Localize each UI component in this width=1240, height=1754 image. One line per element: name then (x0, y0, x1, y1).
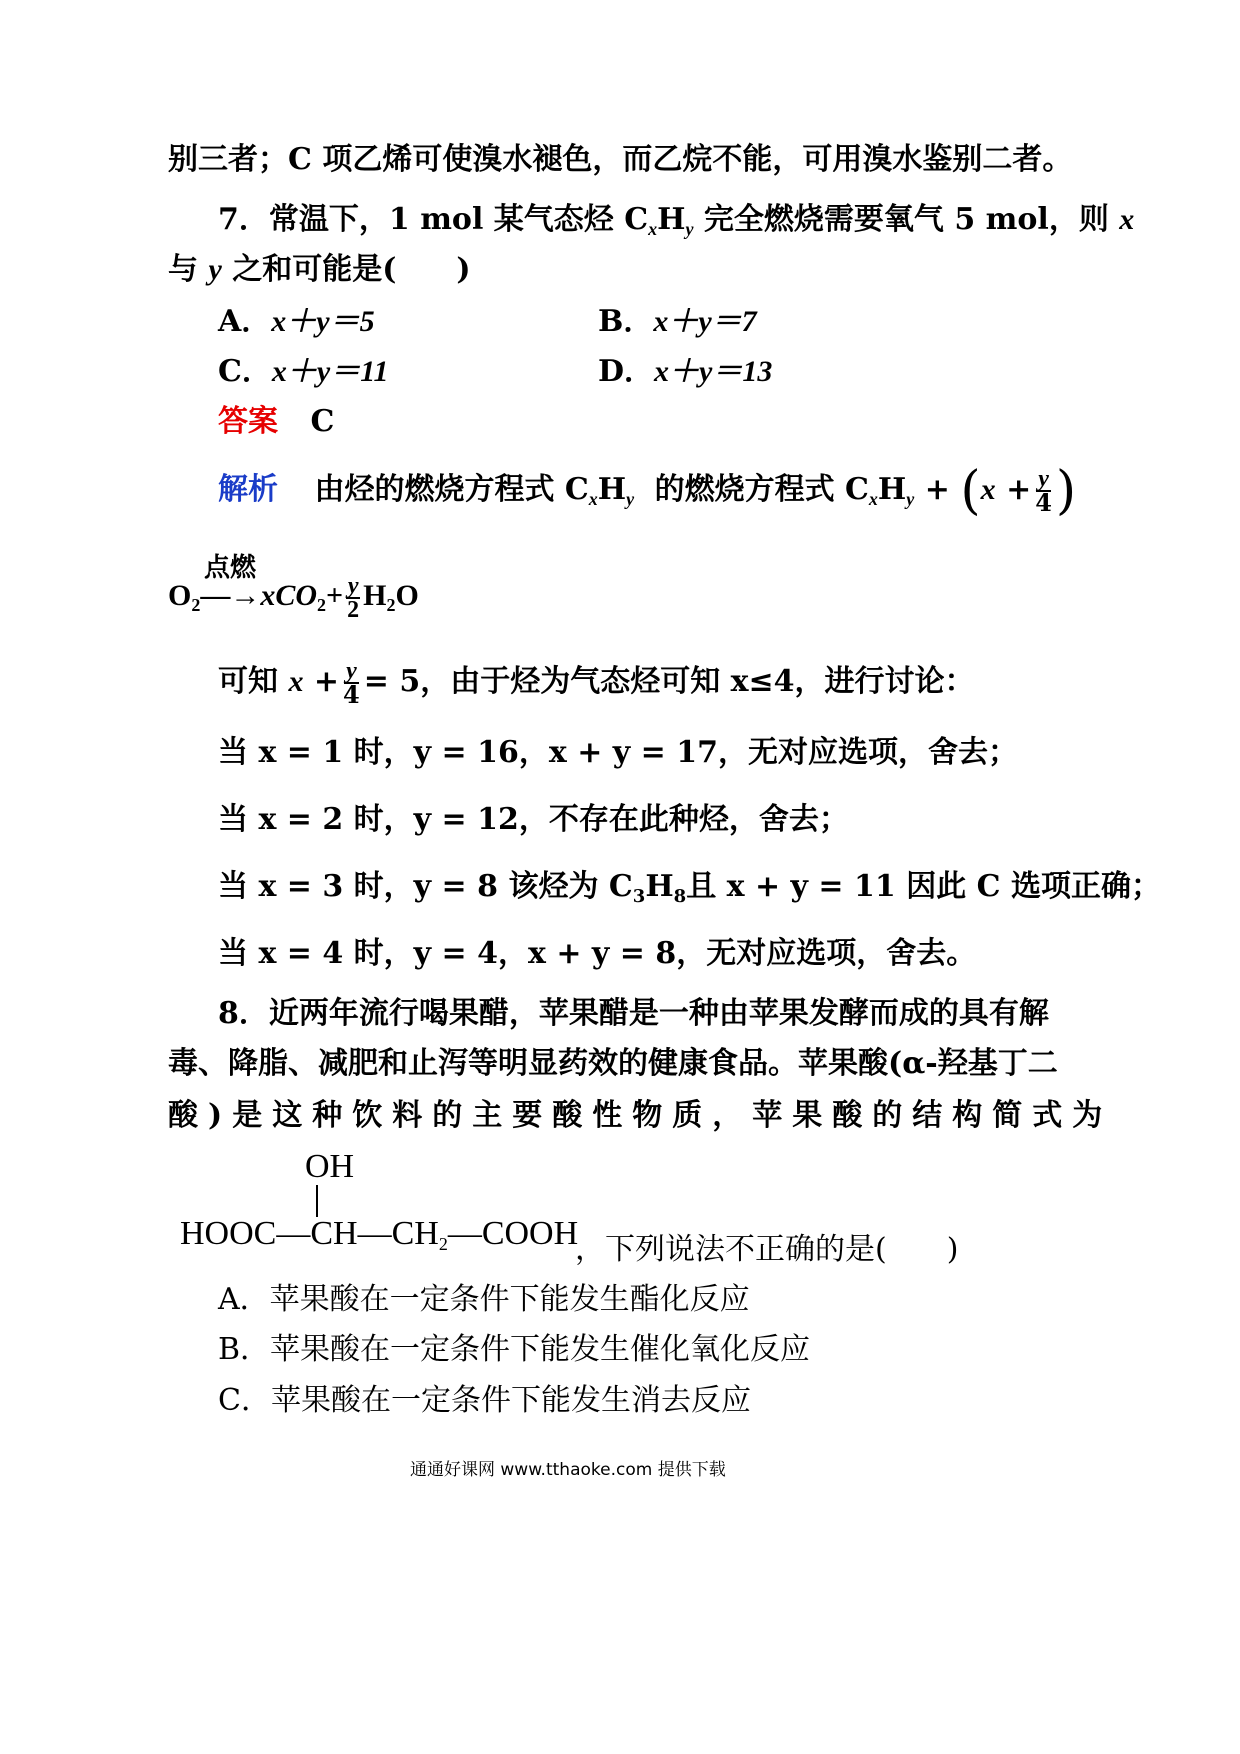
text-line: 别三者；C 项乙烯可使溴水褪色，而乙烷不能，可用溴水鉴别二者。 (168, 142, 1073, 177)
option-c: C．x＋y＝11 (218, 354, 389, 389)
option-d: D．x＋y＝13 (598, 354, 773, 389)
q8-option-b: B．苹果酸在一定条件下能发生催化氧化反应 (218, 1332, 811, 1367)
question-7-line1: 7．常温下，1 mol 某气态烃 $C_xH_y$ 完全燃烧需要氧气 5 mol，则 x (218, 202, 1135, 239)
structure-bond (316, 1185, 318, 1217)
question-8-line1: 8．近两年流行喝果醋，苹果醋是一种由苹果发酵而成的具有解 (218, 996, 1049, 1031)
case-4: 当 x = 4 时，y = 4，x + y = 8，无对应选项，舍去。 (218, 936, 977, 971)
question-8-tail: ，下列说法不正确的是( ) (575, 1232, 959, 1267)
answer-line (218, 402, 334, 442)
reaction-condition: 点燃 (204, 553, 257, 583)
page-footer: 通通好课网 www.tthaoke.com 提供下载 (410, 1460, 726, 1480)
analysis-line: 解析 由烃的燃烧方程式 $C_xH_y$ 的燃烧方程式 $C_xH_y + (x$ + $\frac{y}{4}$ ) (218, 461, 1077, 521)
q8-option-a: A．苹果酸在一定条件下能发生酯化反应 (218, 1282, 750, 1317)
question-8-line3: 酸)是这种饮料的主要酸性物质，苹果酸的结构简式为 (168, 1098, 1113, 1133)
question-7-line2: 与 y 之和可能是( ) (168, 252, 471, 287)
reaction-products: $O_2—\to xCO_2+$ $\frac{y}{2}$ $H_2O$ (168, 573, 419, 623)
option-a: A．x＋y＝5 (218, 304, 375, 339)
option-b: B．x＋y＝7 (598, 304, 757, 339)
answer-value: C (310, 404, 335, 439)
case-3: 当 x = 3 时，y = 8 该烃为 $C_3H_8$且 x + y = 11 因此 C 选项正确； (218, 869, 1161, 907)
structure-oh: OH (305, 1148, 355, 1185)
case-2: 当 x = 2 时，y = 12，不存在此种烃，舍去； (218, 802, 849, 837)
answer-label: 答案 (218, 404, 278, 439)
q8-option-c: C．苹果酸在一定条件下能发生消去反应 (218, 1383, 751, 1418)
structure-chain: $HOOC—CH—CH_2—COOH$ (180, 1215, 579, 1254)
analysis-label: 解析 (218, 472, 278, 507)
analysis-know: 可知 x + $\frac{y}{4}$ = 5，由于烃为气态烃可知 x≤4，进行讨论： (218, 658, 975, 709)
question-8-line2: 毒、降脂、减肥和止泻等明显药效的健康食品。苹果酸(α-羟基丁二 (168, 1046, 1058, 1081)
case-1: 当 x = 1 时，y = 16，x + y = 17，无对应选项，舍去； (218, 735, 1018, 770)
